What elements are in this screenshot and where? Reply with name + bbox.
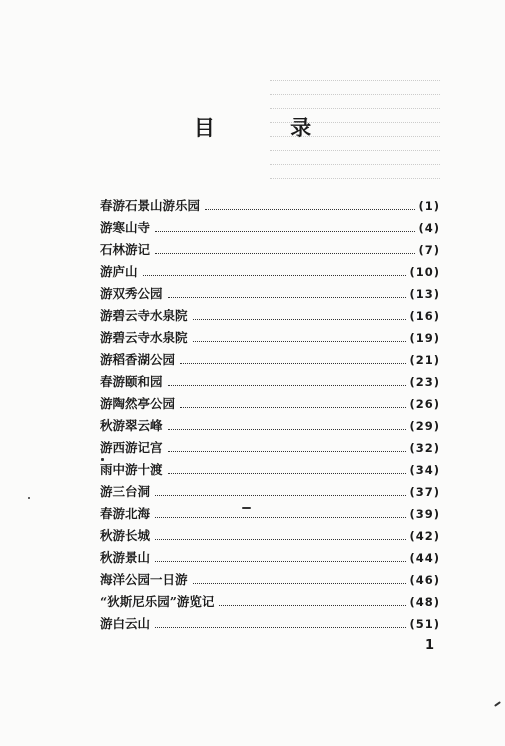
scan-speck <box>101 458 104 461</box>
dot-leader <box>193 583 407 584</box>
toc-entry <box>100 394 440 416</box>
toc-entry-page: (10) <box>409 265 440 279</box>
dot-leader <box>155 627 406 628</box>
toc-entry <box>100 504 440 526</box>
toc-entry <box>100 306 440 328</box>
toc-entry-page: (1) <box>418 199 440 213</box>
dot-leader <box>168 429 407 430</box>
dot-leader <box>205 209 415 210</box>
table-of-contents <box>100 196 440 636</box>
dot-leader <box>155 495 406 496</box>
toc-entry-title: 石林游记 <box>100 242 151 257</box>
toc-entry <box>100 614 440 636</box>
scan-speck <box>494 701 501 707</box>
toc-entry-title: 游双秀公园 <box>100 286 163 301</box>
toc-entry-page: (32) <box>409 441 440 455</box>
toc-entry-title: 游白云山 <box>100 616 151 631</box>
toc-entry <box>100 196 440 218</box>
toc-entry-page: (26) <box>409 397 440 411</box>
toc-entry-page: (37) <box>409 485 440 499</box>
toc-entry-page: (42) <box>409 529 440 543</box>
toc-entry <box>100 284 440 306</box>
dot-leader <box>168 297 407 298</box>
dot-leader <box>193 341 407 342</box>
toc-entry-page: (7) <box>418 243 440 257</box>
toc-entry-page: (48) <box>409 595 440 609</box>
dot-leader <box>155 517 406 518</box>
toc-entry-title: 游碧云寺水泉院 <box>100 308 188 323</box>
toc-entry-title: 春游颐和园 <box>100 374 163 389</box>
toc-entry-title: 海洋公园一日游 <box>100 572 188 587</box>
toc-entry-title: 游陶然亭公园 <box>100 396 176 411</box>
page-title: 目 录 <box>193 116 346 140</box>
toc-entry-page: (23) <box>409 375 440 389</box>
toc-entry <box>100 218 440 240</box>
dot-leader <box>193 319 407 320</box>
dot-leader <box>155 561 406 562</box>
scan-speck <box>242 507 251 509</box>
toc-entry <box>100 328 440 350</box>
toc-entry <box>100 240 440 262</box>
dot-leader <box>155 539 406 540</box>
toc-entry-title: 雨中游十渡 <box>100 462 163 477</box>
toc-entry-title: “狄斯尼乐园”游览记 <box>100 594 215 609</box>
toc-entry-title: 游寒山寺 <box>100 220 151 235</box>
dot-leader <box>143 275 407 276</box>
toc-entry-page: (46) <box>409 573 440 587</box>
toc-entry <box>100 460 440 482</box>
toc-entry-title: 秋游长城 <box>100 528 151 543</box>
toc-entry-page: (4) <box>418 221 440 235</box>
toc-entry-title: 游碧云寺水泉院 <box>100 330 188 345</box>
toc-entry <box>100 350 440 372</box>
dot-leader <box>219 605 406 606</box>
page-number: 1 <box>425 638 435 653</box>
toc-entry-page: (29) <box>409 419 440 433</box>
toc-entry-page: (16) <box>409 309 440 323</box>
dot-leader <box>168 473 407 474</box>
toc-entry-page: (39) <box>409 507 440 521</box>
toc-entry <box>100 438 440 460</box>
toc-entry <box>100 592 440 614</box>
dot-leader <box>168 385 407 386</box>
toc-entry-title: 游三台洞 <box>100 484 151 499</box>
toc-entry-page: (19) <box>409 331 440 345</box>
toc-entry-page: (13) <box>409 287 440 301</box>
toc-entry-page: (34) <box>409 463 440 477</box>
toc-entry-title: 秋游翠云峰 <box>100 418 163 433</box>
toc-entry <box>100 526 440 548</box>
toc-entry <box>100 570 440 592</box>
dot-leader <box>180 363 406 364</box>
toc-entry-title: 游庐山 <box>100 264 138 279</box>
dot-leader <box>168 451 407 452</box>
dot-leader <box>180 407 406 408</box>
toc-entry-page: (51) <box>409 617 440 631</box>
scan-speck <box>28 497 30 499</box>
toc-entry-title: 秋游景山 <box>100 550 151 565</box>
toc-entry <box>100 482 440 504</box>
toc-entry-title: 游西游记宫 <box>100 440 163 455</box>
toc-entry-title: 春游北海 <box>100 506 151 521</box>
toc-entry <box>100 548 440 570</box>
toc-entry-page: (44) <box>409 551 440 565</box>
toc-entry <box>100 372 440 394</box>
toc-entry <box>100 262 440 284</box>
dot-leader <box>155 231 415 232</box>
toc-entry-title: 春游石景山游乐园 <box>100 198 201 213</box>
toc-entry-page: (21) <box>409 353 440 367</box>
toc-entry <box>100 416 440 438</box>
toc-entry-title: 游稻香湖公园 <box>100 352 176 367</box>
dot-leader <box>155 253 415 254</box>
